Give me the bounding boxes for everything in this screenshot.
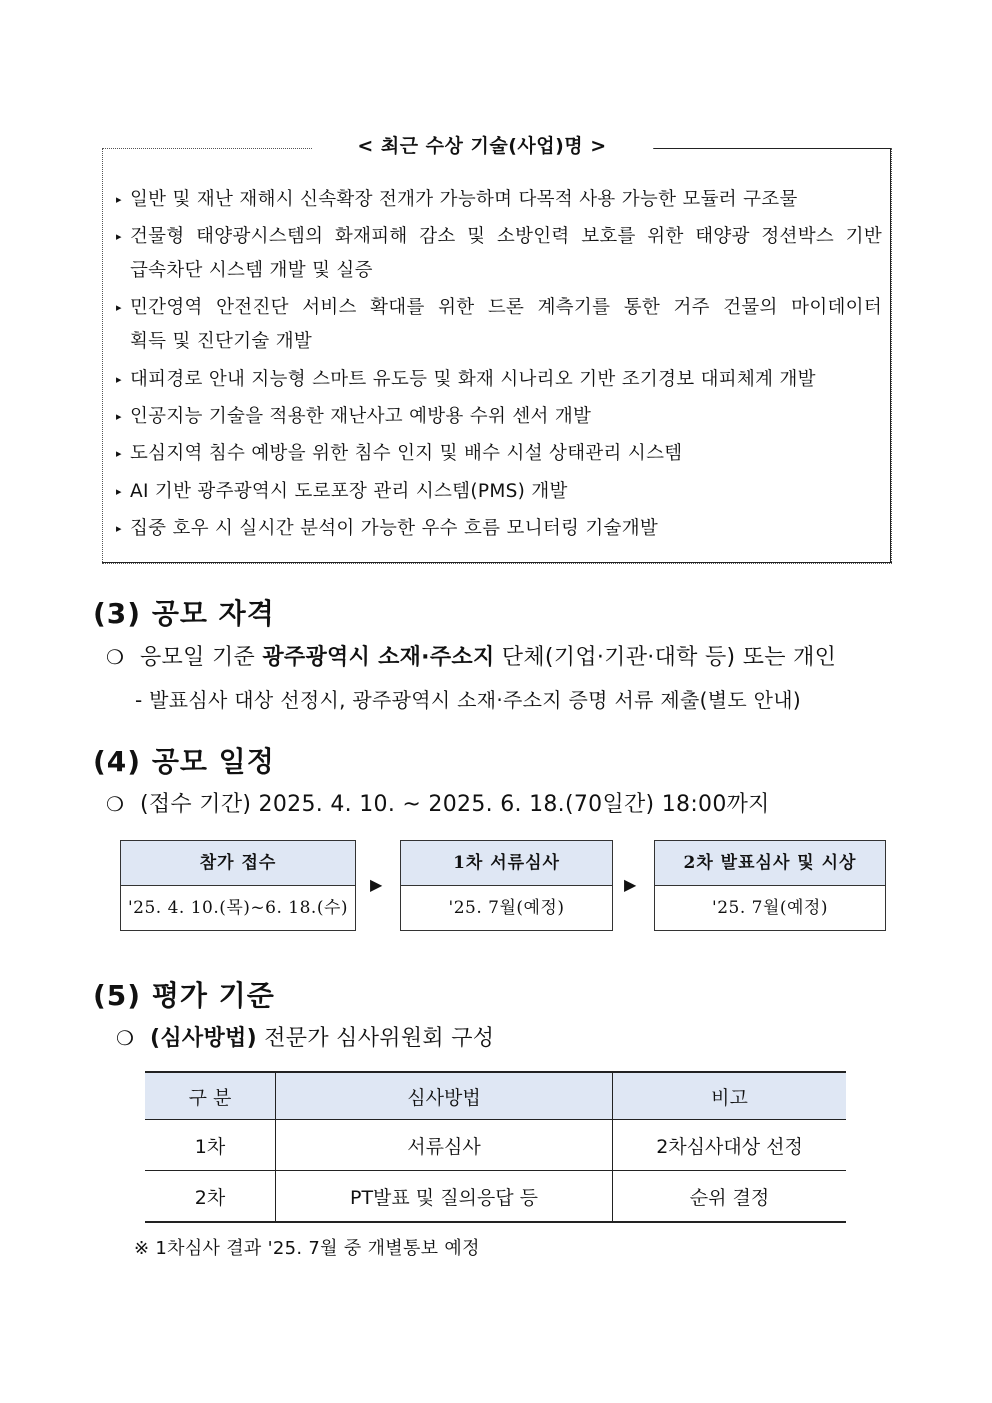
award-item-4: ▸ 대피경로 안내 지능형 스마트 유도등 및 화재 시나리오 기반 조기경보 대피체계 개발: [116, 363, 882, 397]
table-cell: 서류심사: [276, 1120, 613, 1171]
step-title: 1차 서류심사: [401, 841, 612, 886]
table-header-cell: 심사방법: [276, 1072, 613, 1120]
section-heading-qualification: (3) 공모 자격: [93, 597, 275, 630]
table-cell: 1차: [145, 1120, 276, 1171]
step-title: 2차 발표심사 및 시상: [655, 841, 885, 886]
section-heading-evaluation: (5) 평가 기준: [93, 979, 275, 1012]
evaluation-table: [145, 1071, 846, 1223]
step-date: '25. 7월(예정): [448, 898, 565, 918]
award-item-3: ▸ 민간영역 안전진단 서비스 확대를 위한 드론 계측기를 통한 거주 건물의 마이데이터 획득 및 진단기술 개발: [116, 291, 882, 359]
awards-box-border-top: [654, 148, 891, 149]
table-header-cell: 비고: [613, 1072, 847, 1120]
table-cell: 2차심사대상 선정: [613, 1120, 847, 1171]
table-cell: 순위 결정: [613, 1171, 847, 1223]
circle-bullet-icon: ❍: [106, 645, 125, 669]
triangle-bullet-icon: ▸: [116, 230, 122, 243]
table-row: [145, 1171, 846, 1223]
table-header-cell: 구 분: [145, 1072, 276, 1120]
circle-bullet-icon: ❍: [116, 1026, 135, 1050]
step-title: 참가 접수: [121, 841, 355, 886]
award-item-8: ▸ 집중 호우 시 실시간 분석이 가능한 우수 흐름 모니터링 기술개발: [116, 512, 882, 546]
schedule-step-2: [400, 840, 613, 931]
evaluation-footnote: ※ 1차심사 결과 '25. 7월 중 개별통보 예정: [134, 1238, 480, 1259]
table-cell: 2차: [145, 1171, 276, 1223]
arrow-right-icon: ▶: [624, 875, 637, 894]
section-heading-schedule: (4) 공모 일정: [93, 745, 275, 778]
triangle-bullet-icon: ▸: [116, 373, 122, 386]
award-item-1: ▸ 일반 및 재난 재해시 신속확장 전개가 가능하며 다목적 사용 가능한 모듈러 구조물: [116, 183, 882, 217]
schedule-step-3: [654, 840, 886, 931]
triangle-bullet-icon: ▸: [116, 485, 122, 498]
triangle-bullet-icon: ▸: [116, 193, 122, 206]
table-header-row: [145, 1072, 846, 1120]
qualification-sub-item: - 발표심사 대상 선정시, 광주광역시 소재·주소지 증명 서류 제출(별도 안내): [135, 688, 801, 712]
award-item-2: ▸ 건물형 태양광시스템의 화재피해 감소 및 소방인력 보호를 위한 태양광 정션박스 기반 급속차단 시스템 개발 및 실증: [116, 220, 882, 288]
step-date: '25. 7월(예정): [712, 898, 828, 918]
schedule-step-1: [120, 840, 356, 931]
awards-box-border-right: [890, 148, 891, 563]
table-cell: PT발표 및 질의응답 등: [276, 1171, 613, 1223]
triangle-bullet-icon: ▸: [116, 410, 122, 423]
arrow-right-icon: ▶: [370, 875, 383, 894]
awards-title: < 최근 수상 기술(사업)명 >: [312, 131, 652, 158]
table-row: [145, 1120, 846, 1171]
circle-bullet-icon: ❍: [106, 792, 125, 816]
evaluation-method-item: ❍ (심사방법) 전문가 심사위원회 구성: [116, 1026, 495, 1051]
step-date: '25. 4. 10.(목)~6. 18.(수): [127, 898, 349, 918]
award-item-7: ▸ AI 기반 광주광역시 도로포장 관리 시스템(PMS) 개발: [116, 475, 882, 509]
triangle-bullet-icon: ▸: [116, 301, 122, 314]
award-item-5: ▸ 인공지능 기술을 적용한 재난사고 예방용 수위 센서 개발: [116, 400, 882, 434]
award-item-6: ▸ 도심지역 침수 예방을 위한 침수 인지 및 배수 시설 상태관리 시스템: [116, 437, 882, 471]
schedule-period-item: ❍ (접수 기간) 2025. 4. 10. ~ 2025. 6. 18.(70일간) 18:00까지: [106, 792, 770, 817]
triangle-bullet-icon: ▸: [116, 447, 122, 460]
qualification-item: ❍ 응모일 기준 광주광역시 소재·주소지 단체(기업·기관·대학 등) 또는 개인: [106, 645, 837, 670]
awards-box-border-bottom: [102, 562, 892, 563]
triangle-bullet-icon: ▸: [116, 522, 122, 535]
